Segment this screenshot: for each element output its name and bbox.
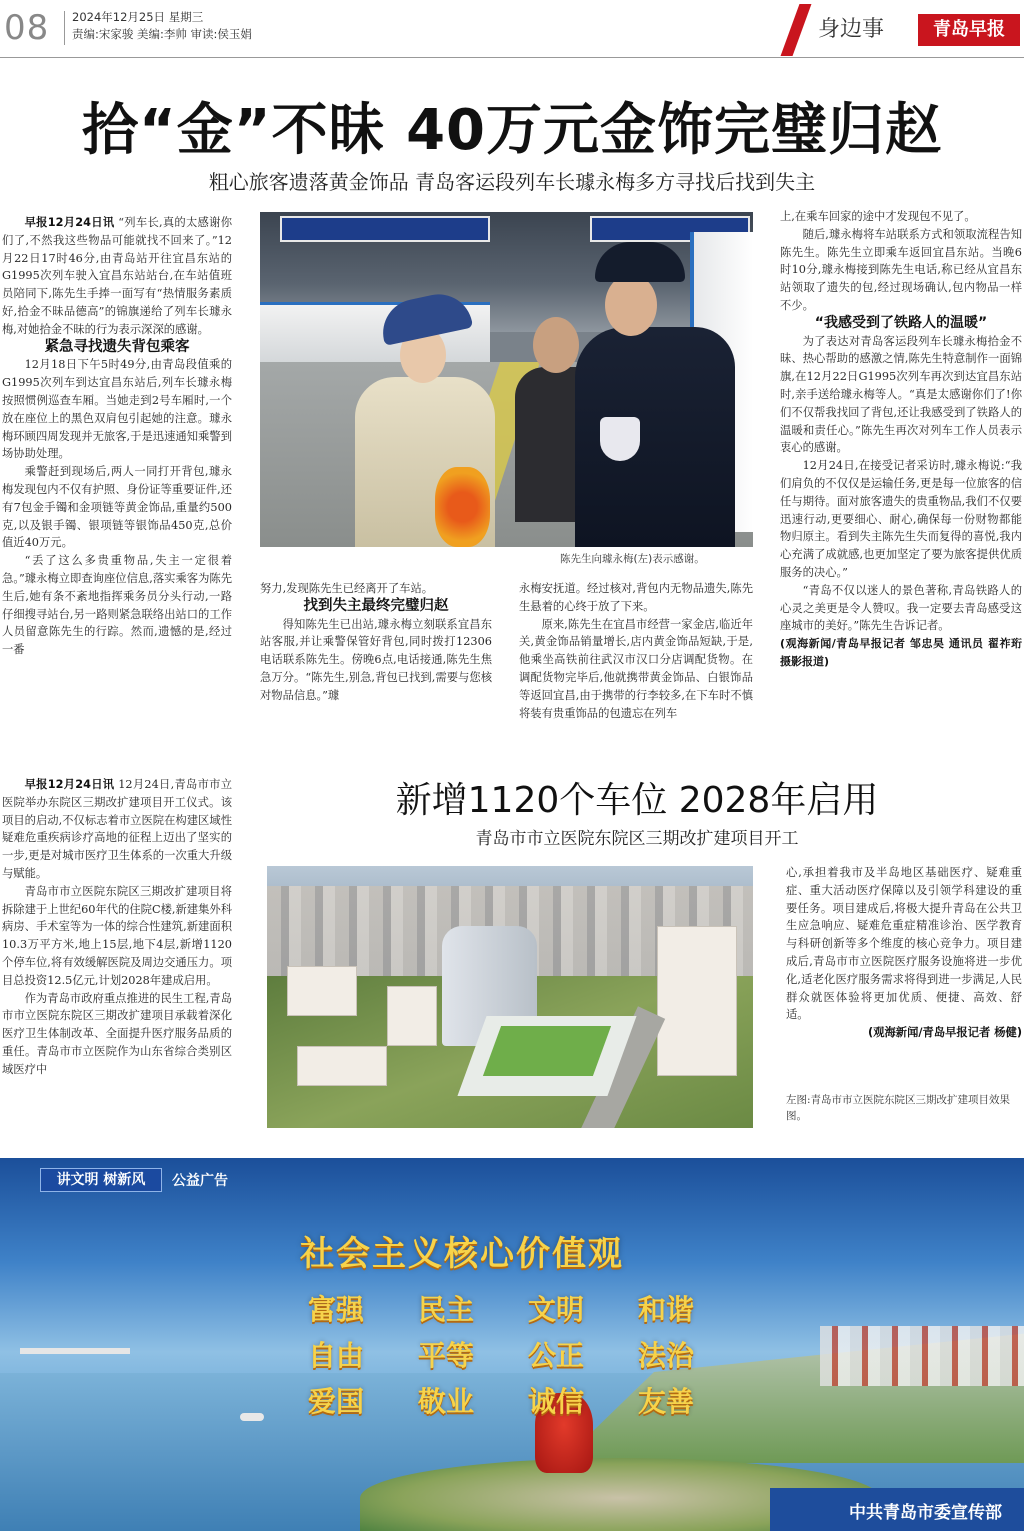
article2-paragraph: 青岛市市立医院东院区三期改扩建项目将拆除建于上世纪60年代的住院C楼,新建集外科病房、手术室等为一体的综合性建筑,新建面积10.3万平方米,地上15层,地下4层,新增1120个停车位,将有效缓解医院及周边交通压力。项目总投资12.5亿元,计划2028年建成启用。 [2,884,232,987]
article1-paragraph: “青岛不仅以迷人的景色著称,青岛铁路人的心灵之美更是令人赞叹。我一定要去青岛感受这座城市的美好。”陈先生告诉记者。 [780,583,1022,633]
article1-column-2 [260,580,492,750]
core-value: 敬业 [418,1385,475,1418]
article1-dateline: 早报12月24日讯 [24,216,115,229]
core-value: 文明 [528,1293,585,1326]
masthead [0,0,1024,58]
core-value: 法治 [638,1339,695,1372]
article1-paragraph: 上,在乘车回家的途中才发现包不见了。 [780,210,976,223]
masthead-divider [0,57,1024,58]
core-value: 富强 [308,1293,365,1326]
public-service-ad [0,1158,1024,1531]
article2-headline: 新增1120个车位 2028年启用 [395,780,879,821]
core-value: 民主 [418,1293,475,1326]
hospital-rendering-photo [267,866,753,1128]
newspaper-logo: 青岛早报 [918,14,1020,46]
article1-paragraph: 随后,璩永梅将车站联系方式和领取流程告知陈先生。陈先生立即乘车返回宜昌东站。当晚6时10分,璩永梅接到陈先生电话,称已经从宜昌东站领取了遗失的包,经过现场确认,包内物品一样不少。 [780,227,1022,312]
psa-label: 公益广告 [172,1173,228,1189]
article1-paragraph: 12月18日下午5时49分,由青岛段值乘的G1995次列车到达宜昌东站后,列车长璩永梅按照惯例巡查车厢。当她走到2号车厢时,一个放在座位上的黑色双肩包引起她的注意。璩永梅环顾四周发现并无旅客,于是迅速通知乘警到场协助处理。 [2,358,232,461]
article1-paragraph: 努力,发现陈先生已经离开了车站。 [260,582,434,595]
article1-paragraph: 得知陈先生已出站,璩永梅立刻联系宜昌东站客服,并让乘警保管好背包,同时拨打12306电话联系陈先生。傍晚6点,电话接通,陈先生焦急万分。“陈先生,别急,背包已找到,需要与您核对物品信息。”璩 [260,617,492,702]
article1-paragraph: 为了表达对青岛客运段列车长璩永梅拾金不昧、热心帮助的感激之情,陈先生特意制作一面锦旗,在12月22日G1995次列车再次到达宜昌东站时,亲手送给璩永梅等人。“真是太感谢你们了!你们不仅帮我找回了背包,还让我感受到了铁路人的温暖和责任心。”陈先生再次对列车工作人员表示衷心的感谢。 [780,334,1022,455]
psa-sponsor: 中共青岛市委宣传部 [849,1503,1002,1523]
train-conductor-figure [345,297,505,547]
core-value: 和谐 [638,1293,695,1326]
article2-paragraph: 作为青岛市政府重点推进的民生工程,青岛市市立医院东院区三期改扩建项目承载着深化医疗卫生体制改革、全面提升医疗服务品质的重任。青岛市市立医院作为山东省综合类别区域医疗中 [2,991,232,1076]
page-number: 08 [4,8,50,48]
core-value: 自由 [308,1339,365,1372]
section-name: 身边事 [818,17,885,42]
core-values-grid [308,1288,728,1420]
editor-credits: 责编:宋家骏 美编:李帅 审读:侯玉娟 [72,27,252,41]
article1-paragraph: “列车长,真的太感谢你们了,不然我这些物品可能就找不回来了。”12月22日17时46分,由青岛站开往宜昌东站的G1995次列车驶入宜昌东站站台,在车站值班员陪同下,陈先生手捧一面写有“热情服务素质好,拾金不昧品德高”的锦旗递给了列车长璩永梅,对她拾金不昧的行为表示深深的感谢。 [2,216,232,336]
core-value: 友善 [638,1385,695,1418]
article2-byline: (观海新闻/青岛早报记者 杨健) [868,1026,1022,1040]
article1-paragraph: “丢了这么多贵重物品,失主一定很着急。”璩永梅立即查询座位信息,落实乘客为陈先生后,她有条不紊地指挥乘务员分头行动,一路仔细搜寻站台,另一路则紧急联络出站口的工作人员留意陈先生的行踪。然而,遗憾的是,经过一番 [2,554,232,657]
article1-paragraph: 乘警赶到现场后,两人一同打开背包,璩永梅发现包内不仅有护照、身份证等重要证件,还有7包金手镯和金项链等黄金饰品,重量约500克,以及银手镯、银项链等银饰品450克,总价值近40万元。 [2,465,232,550]
article1-column-4 [780,208,1022,748]
article1-photo [260,212,753,547]
core-value: 公正 [528,1339,585,1372]
article2-paragraph: 心,承担着我市及半岛地区基础医疗、疑难重症、重大活动医疗保障以及引领学科建设的重要任务。项目建成后,将极大提升青岛在公共卫生应急响应、疑难危重症精准诊治、医学教育与科研创新等多个维度的核心竞争力。项目建成后,青岛市市立医院医疗服务设施将进一步优化,适老化医疗服务需求将得到进一步满足,人民群众就医体验将更加优质、便捷、高效、舒适。 [786,866,1022,1022]
masthead-red-slash [781,4,812,56]
roof-garden [483,1026,611,1076]
article2-dateline: 早报12月24日讯 [24,778,115,791]
article1-headline: 拾“金”不昧 40万元金饰完璧归赵 [81,98,943,163]
page-meta [72,9,252,43]
article1-paragraph: 原来,陈先生在宜昌市经营一家金店,临近年关,黄金饰品销量增长,店内黄金饰品短缺,于是,他乘坐高铁前往武汉市汉口分店调配货物。在调配货物完毕后,他就携带黄金饰品、白银饰品等返回宜昌,由于携带的行李较多,在下车时不慎将装有贵重饰品的包遗忘在列车 [519,617,753,720]
article1-byline: (观海新闻/青岛早报记者 邹忠昊 通讯员 翟祚珩 摄影报道) [780,637,1022,668]
article2-paragraph: 12月24日,青岛市市立医院举办东院区三期改扩建项目开工仪式。该项目的启动,不仅标志着市立医院在构建区域性疑难危重疾病诊疗高地的征程上迈出了坚实的一步,更是对城市医疗卫生体系的一次重大升级与赋能。 [2,778,232,880]
article1-column-3 [519,580,753,750]
platform-sign [280,216,490,242]
article1-subheadline: 粗心旅客遗落黄金饰品 青岛客运段列车长璩永梅多方寻找后找到失主 [208,170,816,194]
pier [20,1348,130,1354]
psa-tag: 讲文明 树新风 [40,1168,162,1192]
article1-photo-caption: 陈先生向璩永梅(左)表示感谢。 [560,553,705,565]
core-value: 诚信 [528,1385,585,1418]
core-value: 爱国 [308,1385,365,1418]
article2-subheadline: 青岛市市立医院东院区三期改扩建项目开工 [475,829,799,849]
police-officer-figure [575,242,735,547]
article1-paragraph: 永梅安抚道。经过核对,背包内无物品遗失,陈先生悬着的心终于放了下来。 [519,582,753,613]
article1-subhead-3: “我感受到了铁路人的温暖” [814,314,988,331]
issue-date: 2024年12月25日 星期三 [72,10,204,24]
article2-photo-caption: 左图:青岛市市立医院东院区三期改扩建项目效果图。 [786,1094,1011,1122]
article2-column-1 [2,776,232,1128]
article1-column-1 [2,214,232,744]
article1-paragraph: 12月24日,在接受记者采访时,璩永梅说:“我们肩负的不仅仅是运输任务,更是每一位旅客的信任与期待。面对旅客遗失的贵重物品,我们不仅要迅速行动,更要细心、耐心,确保每一份财物都能物归原主。看到失主陈先生失而复得的喜悦,我内心充满了成就感,也更加坚定了要为旅客提供优质服务的决心。” [780,459,1022,579]
article2-column-2 [786,864,1022,1064]
article1-subhead-1: 紧急寻找遗失背包乘客 [44,338,190,355]
core-value: 平等 [418,1339,475,1372]
article1-subhead-2: 找到失主最终完璧归赵 [303,597,449,614]
psa-title: 社会主义核心价值观 [300,1234,624,1274]
psa-sponsor-bar [770,1488,1024,1531]
boat [240,1413,264,1421]
